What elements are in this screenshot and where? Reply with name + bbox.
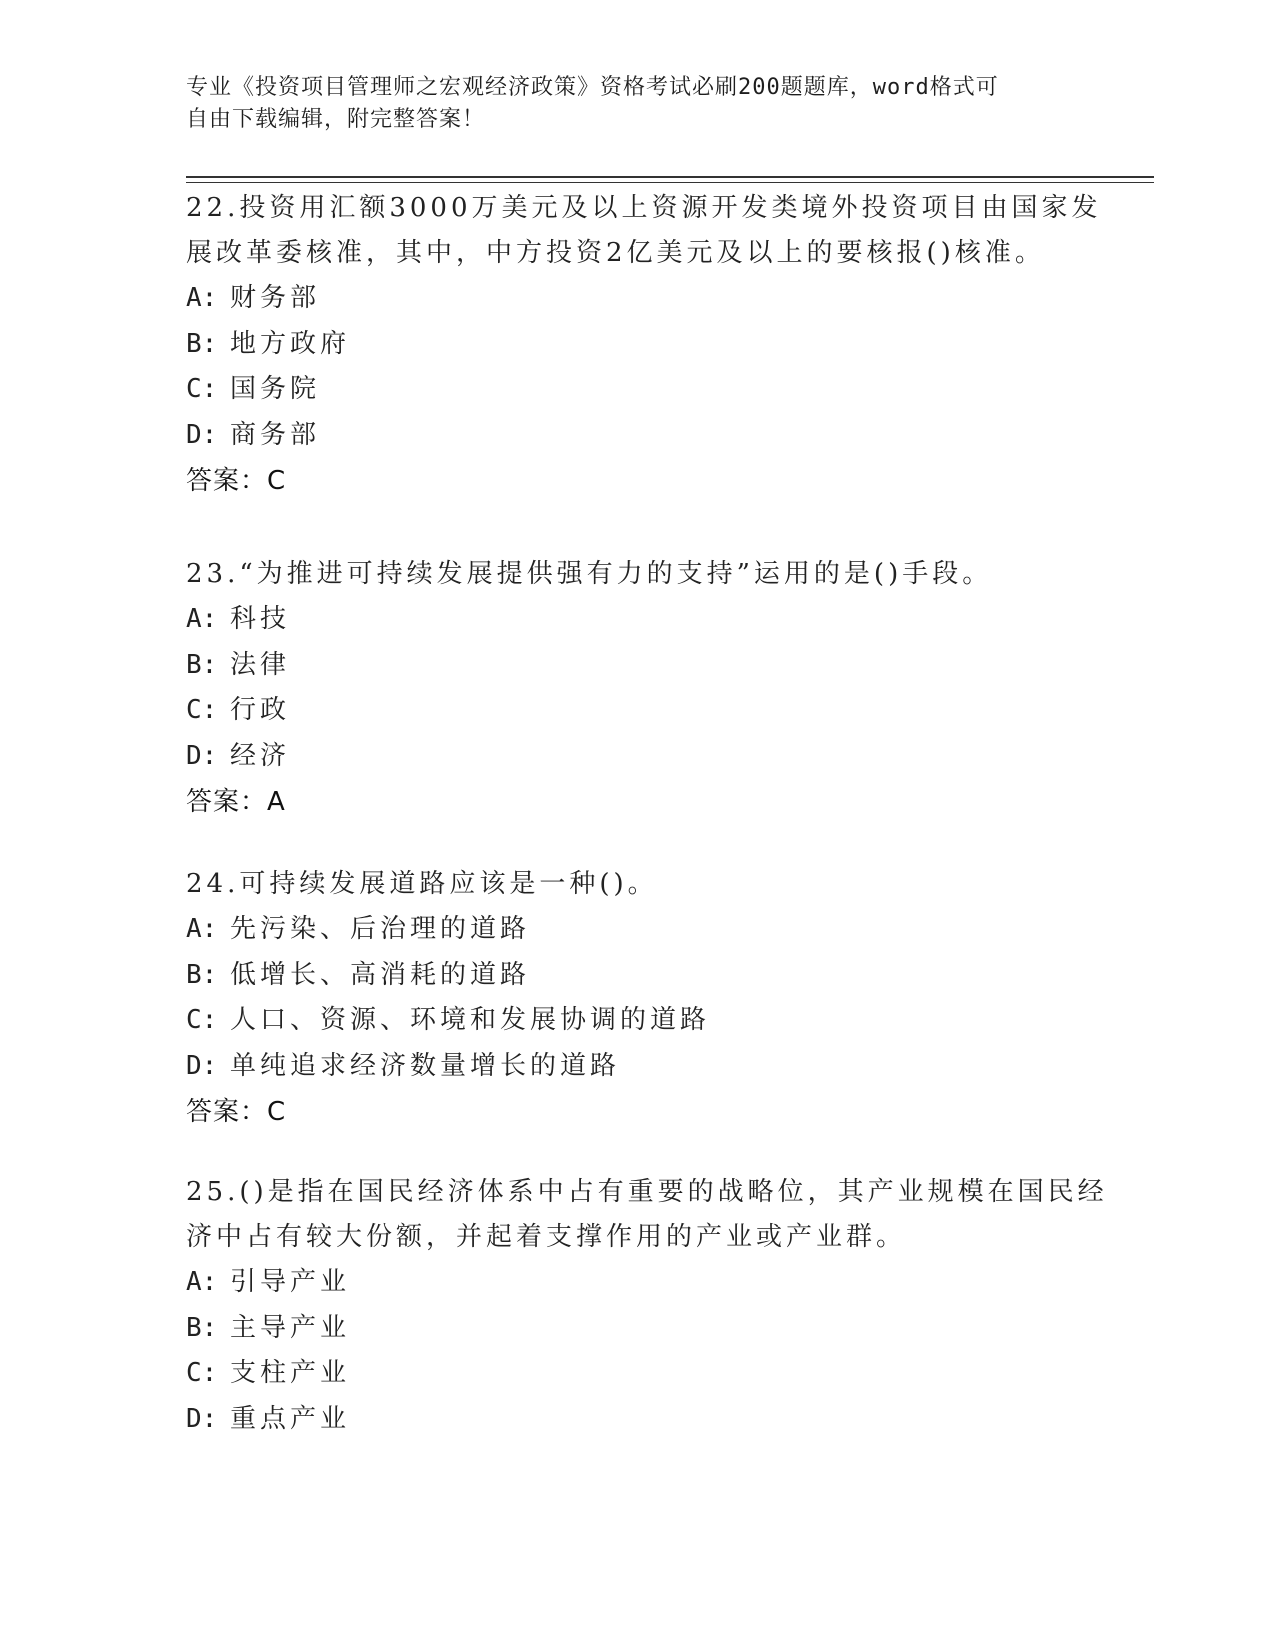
option-key: A:: [186, 914, 218, 944]
option-key: D:: [186, 740, 218, 771]
option-key: D:: [186, 1403, 218, 1434]
option-b: [186, 953, 1086, 999]
option-text: 商务部: [230, 419, 321, 450]
option-key: C:: [186, 374, 218, 404]
option-key: C:: [186, 695, 218, 725]
question-stem-line: 22.投资用汇额3000万美元及以上资源开发类境外投资项目由国家发: [186, 193, 1102, 223]
option-text: 先污染、后治理的道路: [230, 914, 531, 944]
option-key: D:: [186, 1050, 218, 1081]
option-text: 行政: [230, 695, 291, 725]
option-key: B:: [186, 1312, 218, 1343]
question-22: [186, 186, 1102, 504]
option-text: 经济: [230, 740, 291, 771]
option-text: 支柱产业: [230, 1358, 351, 1388]
header-divider-thick: [186, 176, 1154, 178]
option-a: [186, 597, 1086, 643]
option-a: [186, 276, 1086, 322]
header-divider-thin: [186, 182, 1154, 183]
option-text: 地方政府: [230, 328, 351, 359]
question-stem-line: 展改革委核准，其中，中方投资2亿美元及以上的要核报()核准。: [186, 238, 1045, 268]
answer-line: 答案：C: [186, 466, 287, 496]
answer-line: 答案：A: [186, 787, 286, 817]
question-stem-line: 济中占有较大份额，并起着支撑作用的产业或产业群。: [186, 1222, 907, 1252]
option-text: 人口、资源、环境和发展协调的道路: [230, 1005, 711, 1035]
answer-line: 答案：C: [186, 1097, 287, 1127]
option-a: [186, 1260, 1086, 1306]
option-key: B:: [186, 328, 218, 359]
option-b: [186, 643, 1086, 689]
question-24: [186, 862, 1086, 1135]
option-d: [186, 413, 1086, 459]
question-25: [186, 1170, 1108, 1442]
document-header: [186, 72, 1086, 136]
option-d: [186, 734, 1086, 780]
question-stem-line: 25.()是指在国民经济体系中占有重要的战略位，其产业规模在国民经: [186, 1177, 1108, 1207]
option-b: [186, 322, 1086, 368]
option-key: A:: [186, 1267, 218, 1297]
option-text: 科技: [230, 604, 291, 634]
option-text: 单纯追求经济数量增长的道路: [230, 1050, 621, 1081]
question-stem-line: 23.“为推进可持续发展提供强有力的支持”运用的是()手段。: [186, 559, 993, 589]
option-text: 引导产业: [230, 1267, 351, 1297]
option-c: [186, 367, 1086, 413]
option-key: D:: [186, 419, 218, 450]
option-text: 法律: [230, 649, 291, 680]
option-d: [186, 1397, 1086, 1443]
option-a: [186, 907, 1086, 953]
option-c: [186, 1351, 1086, 1397]
option-key: A:: [186, 283, 218, 313]
option-text: 重点产业: [230, 1403, 351, 1434]
option-text: 国务院: [230, 374, 321, 404]
option-text: 低增长、高消耗的道路: [230, 959, 531, 990]
option-key: C:: [186, 1358, 218, 1388]
option-c: [186, 688, 1086, 734]
option-key: B:: [186, 649, 218, 680]
option-key: A:: [186, 604, 218, 634]
header-line-1: 专业《投资项目管理师之宏观经济政策》资格考试必刷200题题库，word格式可: [186, 75, 999, 100]
option-key: B:: [186, 959, 218, 990]
question-stem-line: 24.可持续发展道路应该是一种()。: [186, 869, 658, 899]
option-b: [186, 1306, 1086, 1352]
question-23: [186, 552, 1086, 825]
option-text: 主导产业: [230, 1312, 351, 1343]
option-key: C:: [186, 1005, 218, 1035]
option-text: 财务部: [230, 283, 321, 313]
header-line-2: 自由下载编辑，附完整答案！: [186, 107, 486, 132]
option-c: [186, 998, 1086, 1044]
option-d: [186, 1044, 1086, 1090]
